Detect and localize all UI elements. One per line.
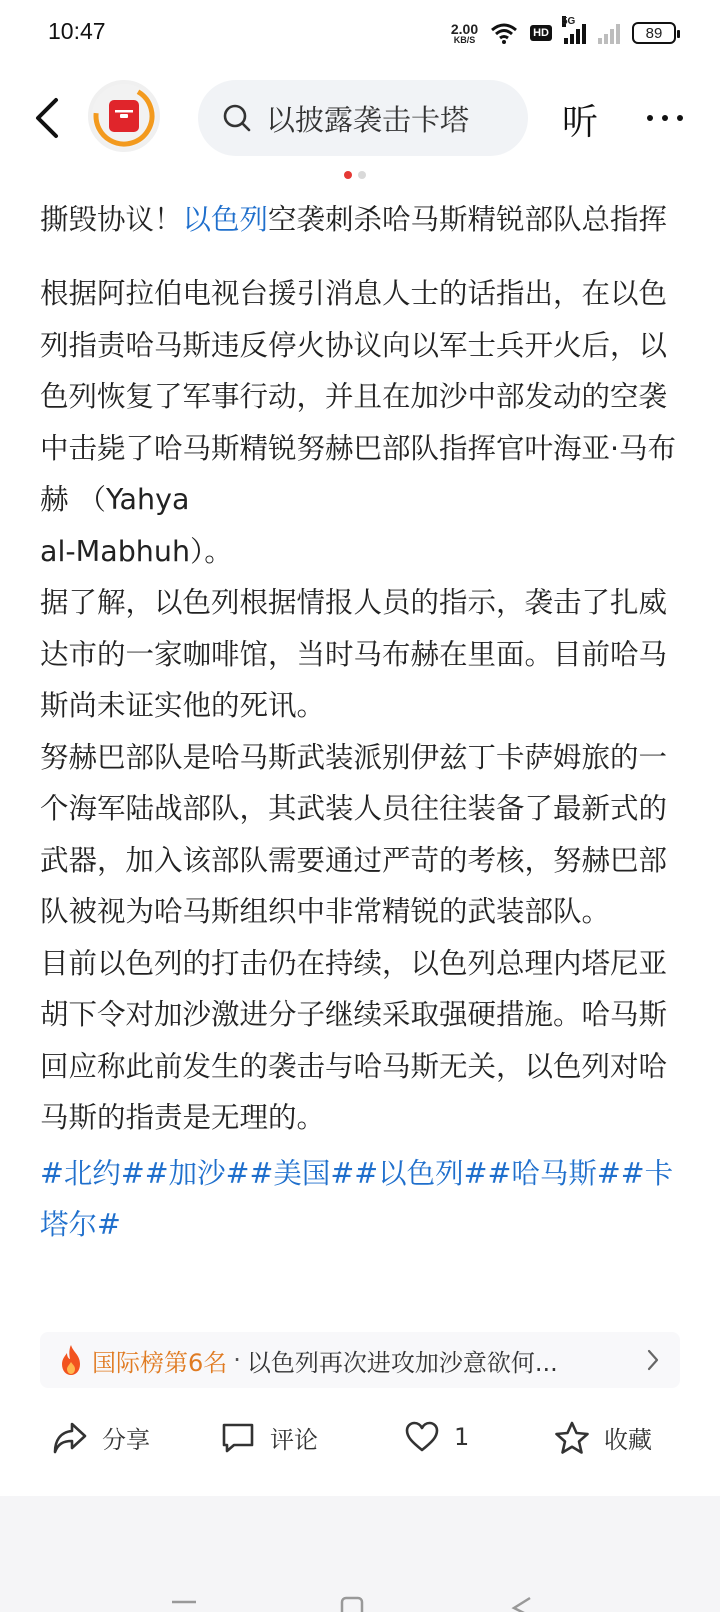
action-bar [0,1400,720,1484]
battery-level: 89 [645,24,663,42]
top-nav [0,76,720,160]
ranking-label: 国际榜第6名 [92,1348,228,1377]
like-count: 1 [454,1423,470,1451]
search-icon [222,103,252,133]
comment-label: 评论 [270,1426,318,1454]
star-icon [554,1421,590,1455]
avatar-logo-icon [92,84,156,148]
paragraph-1-continued: al-Mabhuh）。 [40,534,233,568]
signal-label: 5G [562,16,576,27]
avatar[interactable] [88,80,160,152]
headline-rest: 空袭刺杀哈马斯精锐部队总指挥 [268,203,668,236]
ranking-separator: · [233,1346,241,1374]
paragraph-3: 努赫巴部队是哈马斯武装派别伊兹丁卡萨姆旅的一个海军陆战部队，其武装人员往往装备了最新式的武器，加入该部队需要通过严苛的考核，努赫巴部队被视为哈马斯组织中非常精锐的武装部队。 [40,740,668,928]
signal-5g-icon [562,16,586,44]
hashtag-links[interactable]: #北约##加沙##美国##以色列##哈马斯##卡塔尔# [40,1156,674,1241]
fire-icon [58,1344,84,1376]
status-time: 10:47 [48,18,106,44]
article-headline [40,196,680,244]
share-icon [52,1421,88,1455]
carousel-dot-active [344,171,352,179]
share-label: 分享 [102,1426,150,1454]
listen-button[interactable]: 听 [562,102,599,143]
wifi-icon [490,22,518,44]
bottom-separator [0,1496,720,1612]
headline-prefix: 撕毁协议！ [40,203,183,236]
back-arrow-icon[interactable] [28,94,68,142]
share-button[interactable] [52,1420,150,1455]
chevron-right-icon [646,1348,660,1372]
heart-icon [404,1420,440,1454]
paragraph-2: 据了解，以色列根据情报人员的指示，袭击了扎威达市的一家咖啡馆，当时马布赫在里面。目前哈马斯尚未证实他的死讯。 [40,586,668,722]
carousel-dot [358,171,366,179]
status-icons [451,18,676,48]
system-menu-icon[interactable] [170,1596,198,1612]
battery-icon [632,22,676,44]
paragraph-4: 目前以色列的打击仍在持续，以色列总理内塔尼亚胡下令对加沙激进分子继续采取强硬措施。哈马斯回应称此前发生的袭击与哈马斯无关，以色列对哈马斯的指责是无理的。 [40,946,668,1134]
system-home-icon[interactable] [338,1596,366,1612]
network-speed-unit: KB/S [453,34,476,45]
signal-secondary-icon [598,22,620,44]
headline-topic-link[interactable]: 以色列 [182,203,269,236]
status-bar [0,0,720,66]
article-body [40,196,680,1250]
hd-badge: HD [530,25,552,41]
favorite-button[interactable] [554,1420,652,1455]
more-icon[interactable] [640,98,690,138]
paragraph-1: 根据阿拉伯电视台援引消息人士的话指出，在以色列指责哈马斯违反停火协议向以军士兵开火后，以色列恢复了军事行动，并且在加沙中部发动的空袭中击毙了哈马斯精锐努赫巴部队指挥官叶海亚·马布赫 （Yahya [40,277,677,516]
ranking-topic-text: 以色列再次进攻加沙意欲何... [246,1348,558,1377]
favorite-label: 收藏 [604,1426,652,1454]
like-button[interactable] [404,1420,469,1454]
system-back-icon[interactable] [508,1596,536,1612]
comment-icon [220,1421,256,1455]
network-speed [451,22,478,45]
carousel-dots [344,171,366,179]
search-query-text: 以披露袭击卡塔 [266,102,470,137]
network-speed-value: 2.00 [450,20,479,37]
hot-ranking-banner[interactable] [40,1332,680,1388]
search-box[interactable] [198,80,528,156]
comment-button[interactable] [220,1420,318,1455]
